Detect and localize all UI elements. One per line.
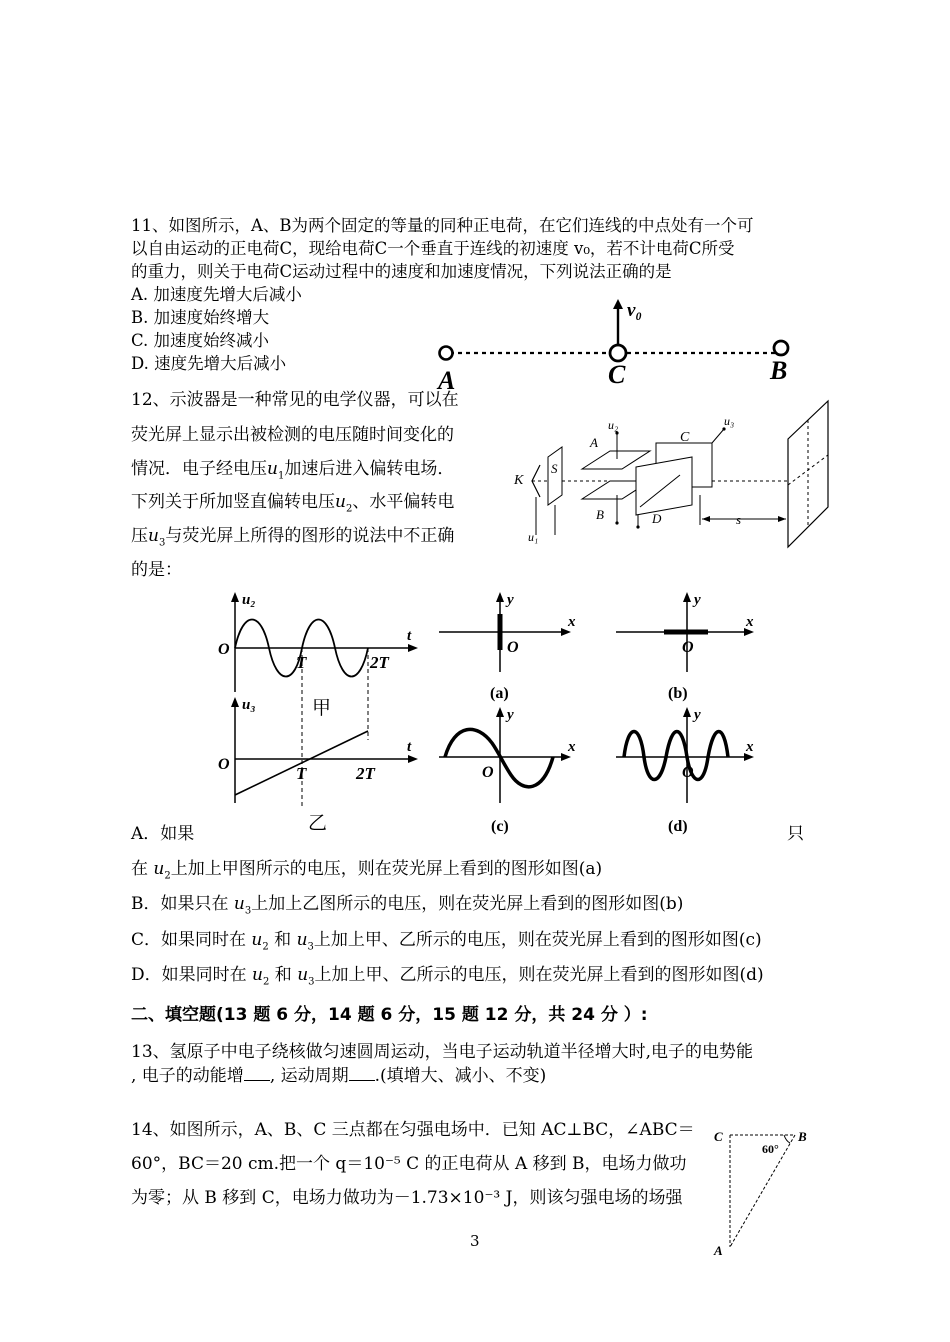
svg-text:O: O <box>507 639 519 656</box>
svg-text:B: B <box>596 507 604 522</box>
svg-text:60°: 60° <box>762 1142 779 1156</box>
svg-text:O: O <box>218 756 230 773</box>
blank-period[interactable] <box>349 1066 375 1081</box>
svg-text:(b): (b) <box>668 685 688 702</box>
q11-option-a: A. 加速度先增大后减小 <box>131 285 302 304</box>
q12-line-3: 情况．电子经电压$u_1$加速后进入偏转电场． <box>131 459 455 482</box>
q11-charges-figure <box>430 295 810 395</box>
svg-text:2T: 2T <box>356 764 375 783</box>
svg-text:乙: 乙 <box>308 813 328 834</box>
q11-line-3: 的重力，则关于电荷C运动过程中的速度和加速度情况，下列说法正确的是 <box>131 262 672 281</box>
panel-b <box>612 590 772 705</box>
svg-text:u₃: u₃ <box>242 697 256 713</box>
panel-c <box>435 705 585 840</box>
svg-text:s: s <box>736 512 742 527</box>
svg-text:(a): (a) <box>490 685 509 702</box>
label-a: A <box>438 366 456 395</box>
svg-text:x: x <box>568 739 576 755</box>
u3-ramp-line <box>235 731 368 795</box>
panel-d <box>612 705 772 840</box>
svg-text:甲: 甲 <box>312 698 332 719</box>
q12-option-b: B．如果只在 $u_3$上加上乙图所示的电压，则在荧光屏上看到的图形如图(b) <box>131 894 684 917</box>
q13-line-1: 13、氢原子中电子绕核做匀速圆周运动，当电子运动轨道半径增大时,电子的电势能 <box>131 1042 754 1062</box>
svg-text:t: t <box>407 628 412 644</box>
svg-text:t: t <box>407 739 412 755</box>
trace-sine-one <box>445 729 553 786</box>
svg-text:u₂: u₂ <box>242 592 256 608</box>
q14-line-2: 60°，BC＝20 cm.把一个 q＝10⁻⁵ C 的正电荷从 A 移到 B，电场力做功 <box>131 1154 687 1174</box>
panel-a <box>435 590 585 705</box>
svg-text:(c): (c) <box>491 818 509 835</box>
q14-line-3: 为零；从 B 移到 C，电场力做功为－1.73×10⁻³ J，则该匀强电场的场强 <box>131 1188 683 1208</box>
q12-option-a-end: 只 <box>787 824 804 844</box>
oscilloscope-figure <box>510 395 850 555</box>
svg-text:x: x <box>746 739 754 755</box>
plate-s <box>548 447 562 505</box>
graph-yi <box>210 695 430 840</box>
svg-text:x: x <box>568 614 576 630</box>
q12-option-a-cont: 在 $u_2$上加上甲图所示的电压，则在荧光屏上看到的图形如图(a) <box>131 859 603 882</box>
q11-option-b: B. 加速度始终增大 <box>131 308 270 327</box>
svg-text:D: D <box>652 511 662 526</box>
label-b: B <box>770 356 788 385</box>
q11-option-d: D. 速度先增大后减小 <box>131 354 287 373</box>
trace-sine-two <box>624 732 728 780</box>
charge-a <box>440 347 453 360</box>
q12-line-6: 的是： <box>131 560 182 580</box>
svg-text:C: C <box>714 1129 723 1144</box>
svg-text:u₁: u₁ <box>528 530 539 544</box>
svg-text:y: y <box>507 592 514 608</box>
q11-option-c: C. 加速度始终减小 <box>131 331 270 350</box>
q12-option-a-start: A．如果 <box>131 824 195 844</box>
q12-option-c: C．如果同时在 $u_2$ 和 $u_3$上加上甲、乙所示的电压，则在荧光屏上看到的图形如图(c) <box>131 930 762 953</box>
svg-text:C: C <box>680 430 690 445</box>
svg-text:x: x <box>746 614 754 630</box>
svg-text:u₂: u₂ <box>608 418 619 432</box>
q14-triangle-figure <box>710 1125 820 1260</box>
svg-text:O: O <box>682 764 694 781</box>
svg-text:S: S <box>551 461 558 476</box>
blank-kinetic[interactable] <box>244 1066 270 1081</box>
charge-c <box>610 345 626 361</box>
svg-text:A: A <box>714 1243 723 1258</box>
section-2-title: 二、填空题(13 题 6 分，14 题 6 分，15 题 12 分，共 24 分 ）: <box>131 1005 648 1025</box>
q13-line-2: , 电子的动能增 , 运动周期 .(填增大、减小、不变) <box>131 1066 547 1086</box>
q12-line-1: 12、示波器是一种常见的电学仪器，可以在 <box>131 390 459 410</box>
svg-text:(d): (d) <box>668 818 688 835</box>
svg-text:B: B <box>798 1129 807 1144</box>
svg-text:y: y <box>694 707 701 723</box>
svg-text:T: T <box>296 653 307 672</box>
q11-line-2: 以自由运动的正电荷C，现给电荷C一个垂直于连线的初速度 v₀，若不计电荷C所受 <box>131 239 735 258</box>
svg-text:y: y <box>694 592 701 608</box>
svg-text:A: A <box>590 435 598 450</box>
q12-line-5: 压$u_3$与荧光屏上所得的图形的说法中不正确 <box>131 526 455 549</box>
q12-line-2: 荧光屏上显示出被检测的电压随时间变化的 <box>131 425 454 445</box>
svg-text:O: O <box>482 764 494 781</box>
page-number: 3 <box>470 1232 480 1250</box>
label-c: C <box>608 360 626 389</box>
plate-d <box>636 457 692 515</box>
velocity-label: v₀ <box>627 300 643 321</box>
svg-text:K: K <box>514 473 524 488</box>
q11-line-1: 11、如图所示，A、B为两个固定的等量的同种正电荷，在它们连线的中点处有一个可 <box>131 216 754 235</box>
svg-text:T: T <box>296 764 307 783</box>
q14-line-1: 14、如图所示，A、B、C 三点都在匀强电场中．已知 AC⊥BC，∠ABC＝ <box>131 1120 695 1140</box>
svg-text:u₃: u₃ <box>724 414 735 428</box>
charge-b <box>774 341 788 355</box>
svg-text:O: O <box>682 639 694 656</box>
q12-line-4: 下列关于所加竖直偏转电压$u_2$、水平偏转电 <box>131 492 455 515</box>
svg-text:2T: 2T <box>370 653 389 672</box>
svg-text:O: O <box>218 641 230 658</box>
q12-option-d: D．如果同时在 $u_2$ 和 $u_3$上加上甲、乙所示的电压，则在荧光屏上看到的图形如图(d) <box>131 965 764 988</box>
svg-text:y: y <box>507 707 514 723</box>
